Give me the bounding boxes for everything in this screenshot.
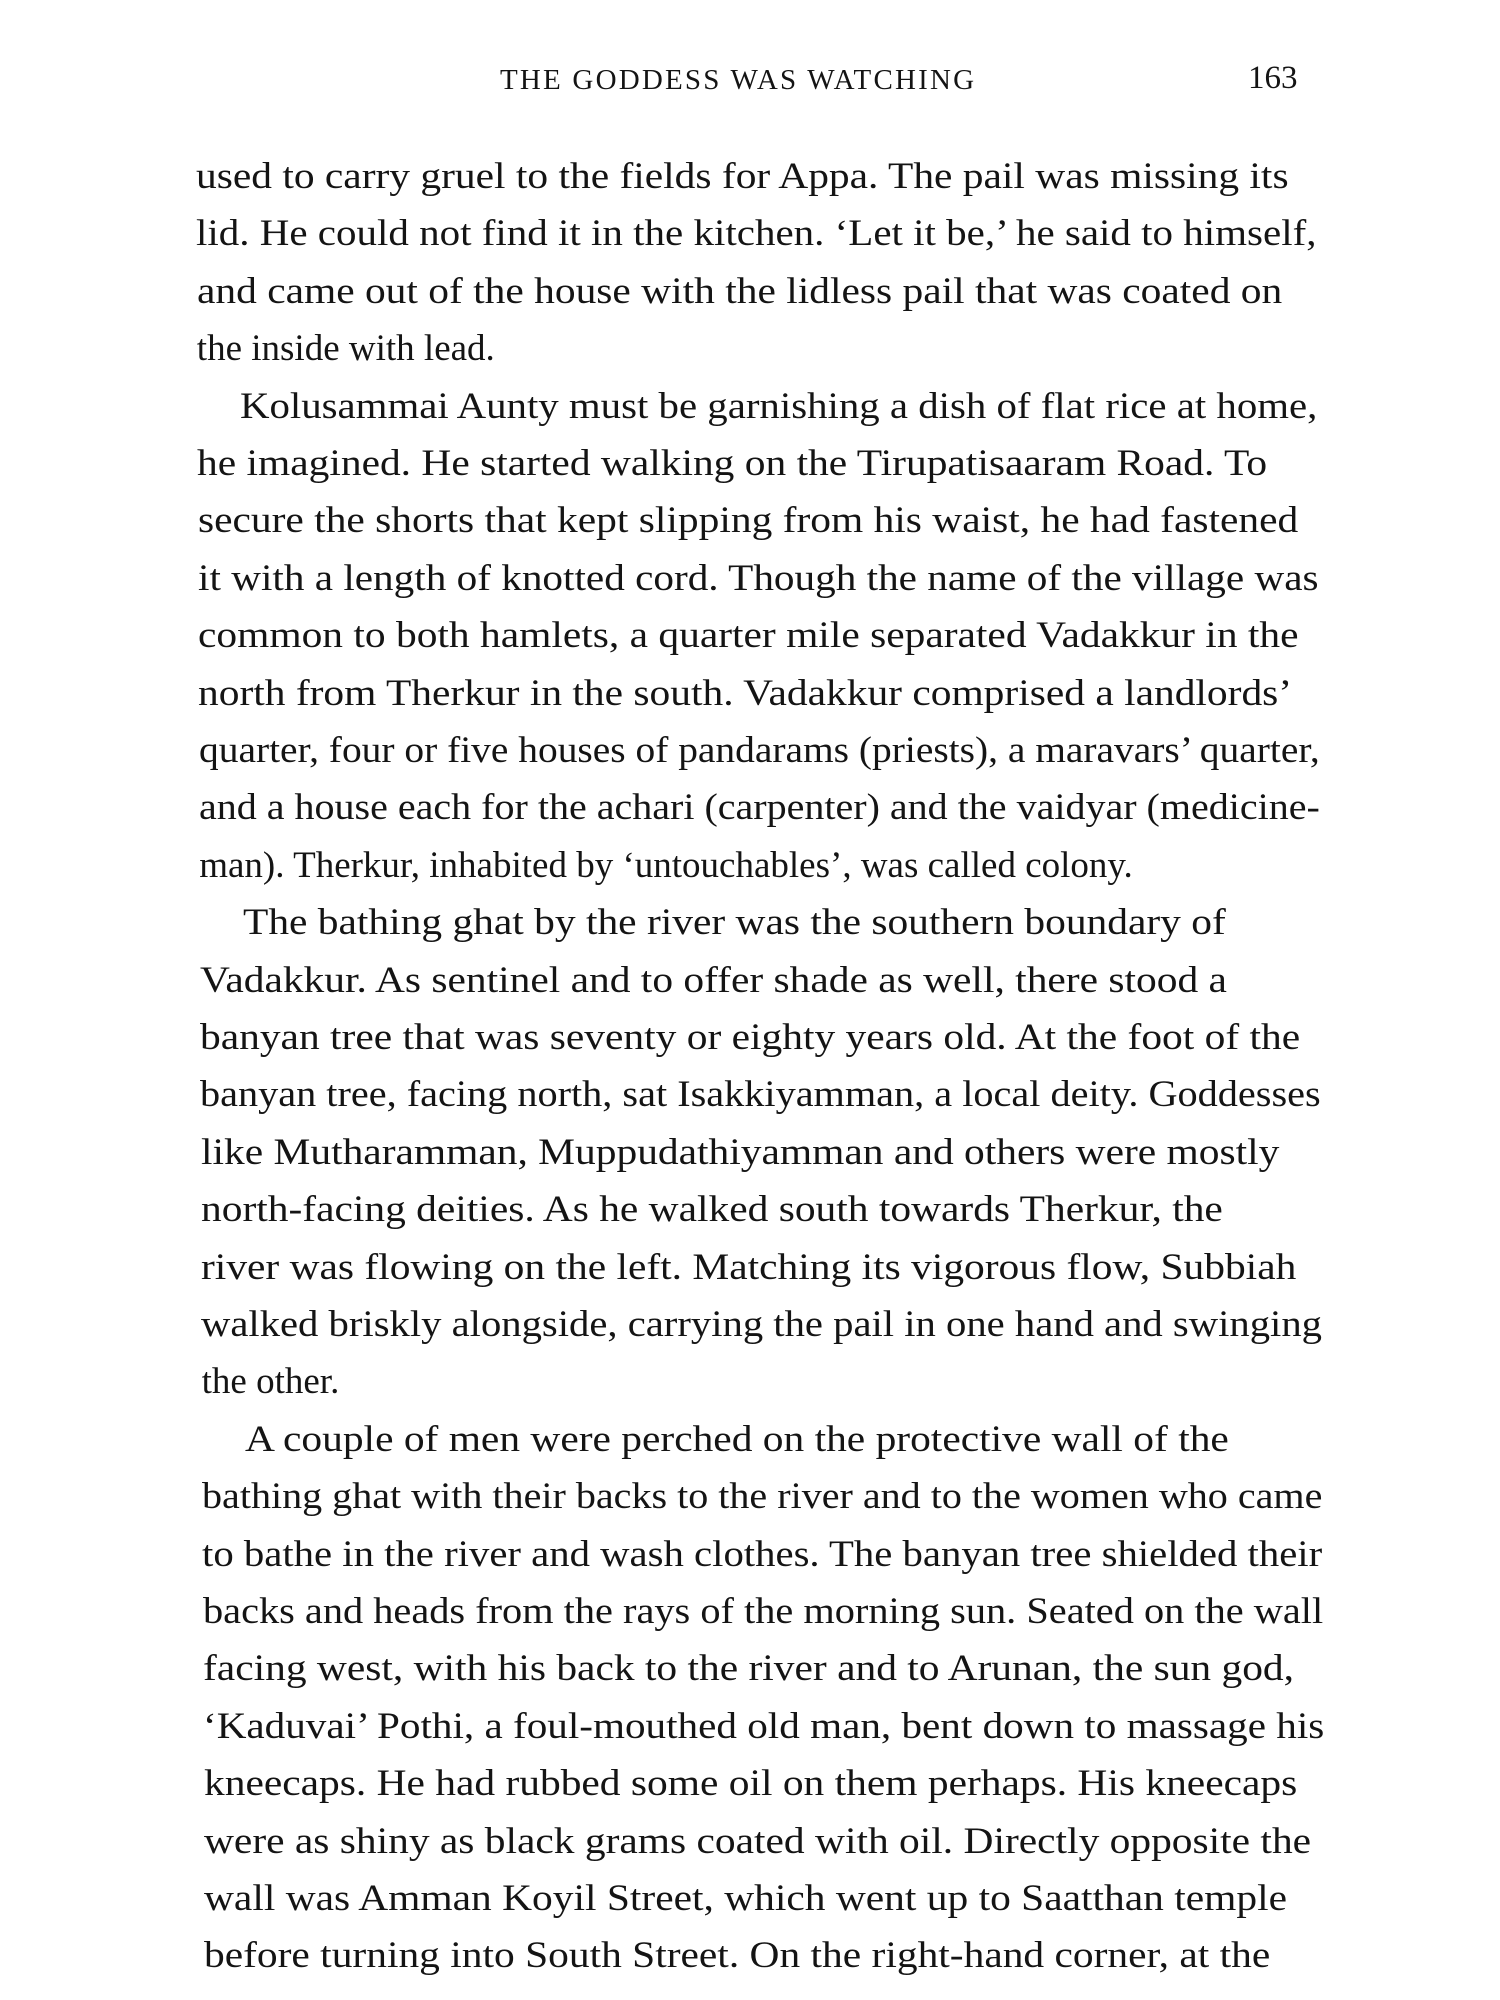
text-line: banyan tree, facing north, sat Isakkiyamman, a local deity. Goddesses [200, 1074, 1321, 1116]
page-number: 163 [1248, 60, 1298, 96]
text-line: it with a length of knotted cord. Though the name of the village was [197, 557, 1319, 599]
text-line: quarter, four or five houses of pandarams (priests), a maravars’ quarter, [198, 730, 1320, 771]
text-line: the inside with lead. [196, 328, 495, 370]
text-line: backs and heads from the rays of the morning sun. Seated on the wall [202, 1591, 1323, 1632]
text-line: before turning into South Street. On the right-hand corner, at the [204, 1935, 1271, 1977]
text-line: and came out of the house with the lidless pail that was coated on [196, 270, 1282, 312]
text-line: kneecaps. He had rubbed some oil on them perhaps. His kneecaps [203, 1763, 1297, 1805]
text-line: the other. [201, 1361, 340, 1403]
text-line: ‘Kaduvai’ Pothi, a foul-mouthed old man, bent down to massage his [203, 1705, 1325, 1747]
text-line: banyan tree that was seventy or eighty years old. At the foot of the [200, 1017, 1301, 1058]
text-line: north-facing deities. As he walked south towards Therkur, the [200, 1189, 1223, 1231]
text-line: secure the shorts that kept slipping from his waist, he had fastened [197, 500, 1298, 542]
text-line: bathing ghat with their backs to the river and to the women who came [202, 1476, 1323, 1518]
text-line: common to both hamlets, a quarter mile separated Vadakkur in the [198, 615, 1299, 657]
text-line: like Mutharamman, Muppudathiyamman and others were mostly [200, 1131, 1279, 1173]
text-line: man). Therkur, inhabited by ‘untouchables’, was called colony. [199, 844, 1133, 886]
running-title: THE GODDESS WAS WATCHING [500, 64, 977, 96]
text-line: were as shiny as black grams coated with oil. Directly opposite the [203, 1820, 1311, 1862]
text-line: facing west, with his back to the river and to Arunan, the sun god, [203, 1648, 1295, 1690]
text-line: north from Therkur in the south. Vadakkur comprised a landlords’ [198, 672, 1293, 714]
text-line: to bathe in the river and wash clothes. The banyan tree shielded their [202, 1533, 1323, 1575]
text-line: The bathing ghat by the river was the southern boundary of [242, 902, 1226, 944]
text-line: Vadakkur. As sentinel and to offer shade as well, there stood a [199, 959, 1227, 1001]
text-line: walked briskly alongside, carrying the pail in one hand and swinging [201, 1304, 1323, 1345]
text-line: used to carry gruel to the fields for Appa. The pail was missing its [196, 156, 1289, 197]
text-line: and a house each for the achari (carpenter) and the vaidyar (medicine- [198, 787, 1320, 829]
text-line: A couple of men were perched on the protective wall of the [244, 1418, 1229, 1460]
text-line: river was flowing on the left. Matching its vigorous flow, Subbiah [201, 1246, 1297, 1288]
text-line: lid. He could not find it in the kitchen. ‘Let it be,’ he said to himself, [196, 213, 1317, 255]
text-line: wall was Amman Koyil Street, which went up to Saatthan temple [204, 1878, 1288, 1919]
running-head [0, 60, 1500, 104]
text-line: Kolusammai Aunty must be garnishing a dish of flat rice at home, [240, 385, 1318, 427]
text-line: he imagined. He started walking on the Tirupatisaaram Road. To [197, 443, 1268, 484]
